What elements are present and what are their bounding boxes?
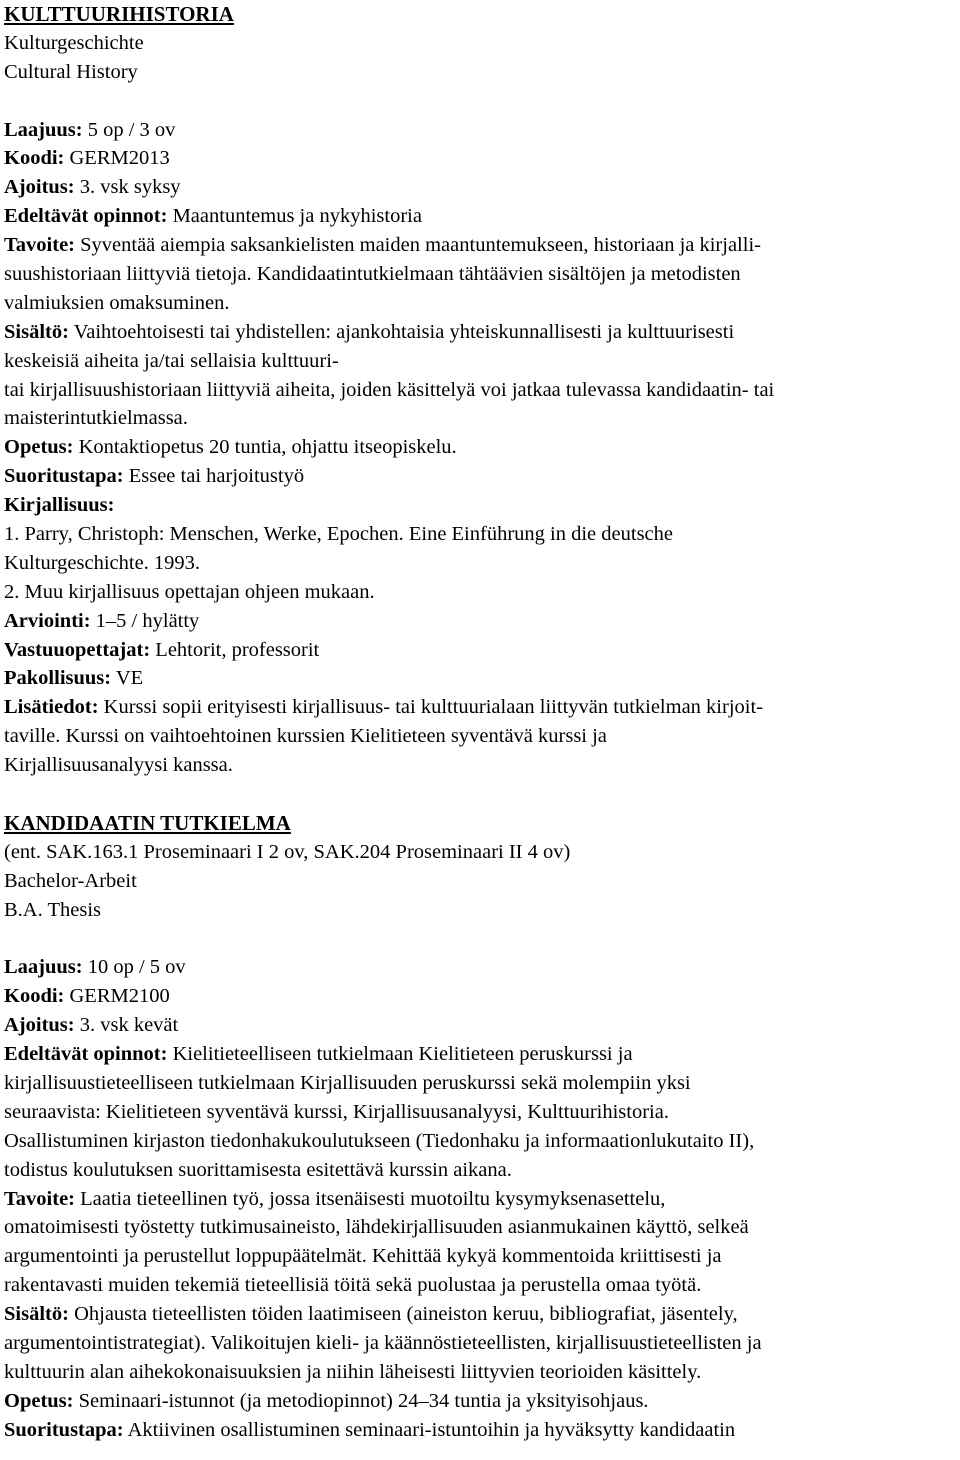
ajoitus-row (4, 1011, 956, 1040)
text-line: taville. Kurssi on vaihtoehtoinen kurssien Kielitieteen syventävä kurssi ja (4, 725, 607, 748)
field-value: 10 op / 5 ov (82, 956, 186, 979)
field-label: Edeltävät opinnot: (4, 1043, 168, 1066)
text-line: Kulturgeschichte. 1993. (4, 551, 201, 574)
text-line: argumentointistrategiat). Valikoitujen kieli- ja käännöstieteellisten, kirjallisuustieteellisten ja (4, 1331, 762, 1354)
edeltavat-row (4, 202, 956, 231)
tavoite-row (4, 1185, 956, 1214)
sisalto-row (4, 1300, 956, 1329)
field-label: Koodi: (4, 985, 65, 1008)
text-line: argumentointi ja perustellut loppupäätelmät. Kehittää kykyä kommentoida kriittisesti ja (4, 1245, 722, 1268)
suoritustapa-row (4, 1416, 956, 1445)
reference-item: 1. Parry, Christoph: Menschen, Werke, Epochen. Eine Einführung in die deutsche (4, 523, 673, 546)
field-value: VE (111, 667, 144, 690)
laajuus-row (4, 953, 956, 982)
field-label: Edeltävät opinnot: (4, 205, 168, 228)
field-value: Kurssi sopii erityisesti kirjallisuus- tai kulttuurialaan liittyvän tutkielman kirjoit- (98, 696, 763, 719)
arviointi-row (4, 607, 956, 636)
field-value: Kontaktiopetus 20 tuntia, ohjattu itseopiskelu. (73, 436, 457, 459)
text-line: keskeisiä aiheita ja/tai sellaisia kulttuuri- (4, 349, 339, 372)
field-value: 1–5 / hylätty (90, 609, 200, 632)
text-line: rakentavasti muiden tekemiä tieteellisiä töitä sekä puolustaa ja perustella omaa työtä. (4, 1274, 702, 1297)
text-line: kirjallisuustieteelliseen tutkielmaan Kirjallisuuden peruskurssi sekä molempiin yksi (4, 1071, 691, 1094)
field-value: Kielitieteelliseen tutkielmaan Kielitieteen peruskurssi ja (167, 1043, 633, 1066)
field-value: Laatia tieteellinen työ, jossa itsenäisesti muotoiltu kysymyksenasettelu, (75, 1187, 666, 1210)
section-title-kulttuurihistoria: KULTTUURIHISTORIA (4, 2, 234, 26)
field-value: Lehtorit, professorit (150, 638, 320, 661)
tavoite-row (4, 231, 956, 260)
pakollisuus-row (4, 664, 956, 693)
field-value: Seminaari-istunnot (ja metodiopinnot) 24–34 tuntia ja yksityisohjaus. (73, 1389, 649, 1412)
text-line: Kirjallisuusanalyysi kanssa. (4, 754, 233, 777)
field-label: Koodi: (4, 147, 65, 170)
spacer (4, 87, 956, 116)
text-line: tai kirjallisuushistoriaan liittyviä aiheita, joiden käsittelyä voi jatkaa tulevassa kandidaatin- tai (4, 378, 775, 401)
edeltavat-row (4, 1040, 956, 1069)
field-label: Suoritustapa: (4, 1418, 124, 1441)
spacer (4, 925, 956, 954)
text-line: omatoimisesti työstetty tutkimusaineisto, lähdekirjallisuuden asianmukainen käyttö, selkeä (4, 1216, 749, 1239)
subtitle-german: Bachelor-Arbeit (4, 869, 137, 892)
reference-item: 2. Muu kirjallisuus opettajan ohjeen mukaan. (4, 580, 375, 603)
field-label: Lisätiedot: (4, 696, 99, 719)
vastuu-row (4, 636, 956, 665)
ajoitus-row (4, 173, 956, 202)
document-page (4, 0, 956, 1445)
text-line: maisterintutkielmassa. (4, 407, 188, 430)
field-label: Arviointi: (4, 609, 91, 632)
field-value: Syventää aiempia saksankielisten maiden maantuntemukseen, historiaan ja kirjalli- (75, 234, 761, 257)
spacer (4, 780, 956, 809)
section-title-kandidaatin-tutkielma: KANDIDAATIN TUTKIELMA (4, 810, 291, 835)
field-label: Opetus: (4, 436, 74, 459)
field-value: Maantuntemus ja nykyhistoria (167, 205, 422, 228)
opetus-row (4, 1387, 956, 1416)
text-line: todistus koulutuksen suorittamisesta esitettävä kurssin aikana. (4, 1158, 512, 1181)
koodi-row (4, 982, 956, 1011)
text-line: Osallistuminen kirjaston tiedonhakukoulutukseen (Tiedonhaku ja informaationlukutaito II), (4, 1129, 755, 1152)
field-value: Vaihtoehtoisesti tai yhdistellen: ajankohtaisia yhteiskunnallisesti ja kulttuurisesti (68, 320, 735, 343)
sisalto-row (4, 318, 956, 347)
field-label: Sisältö: (4, 1303, 69, 1326)
subtitle-english: B.A. Thesis (4, 898, 102, 921)
field-label: Pakollisuus: (4, 667, 112, 690)
lisatiedot-row (4, 693, 956, 722)
field-label: Tavoite: (4, 1187, 75, 1210)
subtitle-english: Cultural History (4, 60, 138, 83)
field-value: GERM2100 (64, 985, 170, 1008)
text-line: seuraavista: Kielitieteen syventävä kurssi, Kirjallisuusanalyysi, Kulttuurihistoria. (4, 1100, 669, 1123)
field-label: Laajuus: (4, 118, 83, 141)
field-value: 5 op / 3 ov (82, 118, 176, 141)
opetus-row (4, 433, 956, 462)
field-value: Essee tai harjoitustyö (123, 465, 305, 488)
former-codes: (ent. SAK.163.1 Proseminaari I 2 ov, SAK.204 Proseminaari II 4 ov) (4, 840, 571, 863)
text-line: kulttuurin alan aihekokonaisuuksien ja niihin läheisesti liittyvien teorioiden käsittely. (4, 1360, 702, 1383)
field-label: Tavoite: (4, 234, 75, 257)
field-label: Vastuuopettajat: (4, 638, 151, 661)
field-label: Suoritustapa: (4, 465, 124, 488)
text-line: valmiuksien omaksuminen. (4, 291, 230, 314)
field-label: Ajoitus: (4, 176, 75, 199)
subtitle-german: Kulturgeschichte (4, 31, 144, 54)
field-value: GERM2013 (64, 147, 170, 170)
field-value: Ohjausta tieteellisten töiden laatimiseen (aineiston keruu, bibliografiat, jäsentely, (68, 1303, 738, 1326)
text-line: suushistoriaan liittyviä tietoja. Kandidaatintutkielmaan tähtäävien sisältöjen ja metodisten (4, 263, 741, 286)
field-label: Laajuus: (4, 956, 83, 979)
field-value: Aktiivinen osallistuminen seminaari-istuntoihin ja hyväksytty kandidaatin (123, 1418, 736, 1441)
field-value: 3. vsk syksy (74, 176, 181, 199)
field-label: Opetus: (4, 1389, 74, 1412)
field-label: Ajoitus: (4, 1014, 75, 1037)
koodi-row (4, 144, 956, 173)
field-value: 3. vsk kevät (74, 1014, 179, 1037)
kirjallisuus-label: Kirjallisuus: (4, 494, 115, 517)
suoritustapa-row (4, 462, 956, 491)
laajuus-row (4, 116, 956, 145)
field-label: Sisältö: (4, 320, 69, 343)
